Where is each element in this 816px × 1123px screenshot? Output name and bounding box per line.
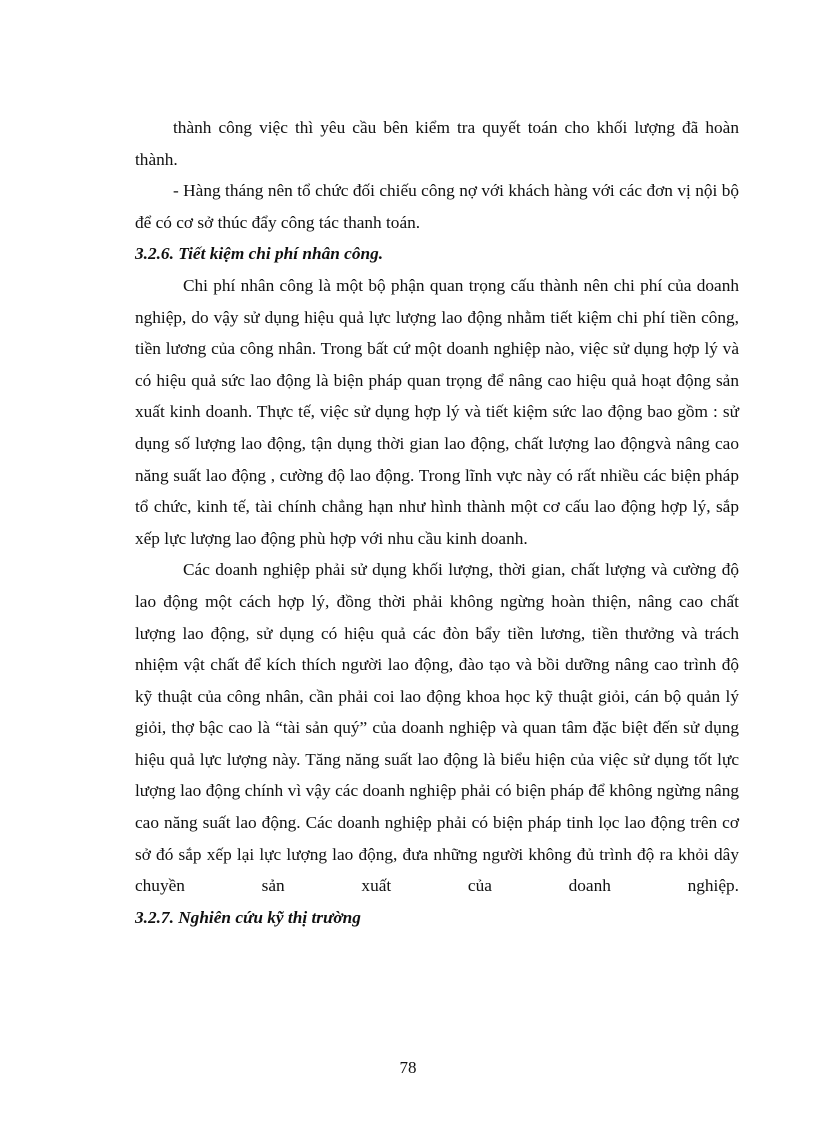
paragraph-labor-quality: Các doanh nghiệp phải sử dụng khối lượng, thời gian, chất lượng và cường độ lao động một cách hợp lý, đồng thời phải không ngừng hoàn thiện, nâng cao chất lượng lao động, sử dụng có hiệu quả các đòn bẩy tiền lương, tiền thưởng và trách nhiệm vật chất để kích thích người lao động, đào tạo và bồi dưỡng nâng cao trình độ kỹ thuật của công nhân, cần phải coi lao động khoa học kỹ thuật giỏi, cán bộ quản lý giỏi, thợ bậc cao là “tài sản quý” của doanh nghiệp và quan tâm đặc biệt đến sử dụng hiệu quả lực lượng này. Tăng năng suất lao động là biểu hiện của việc sử dụng tốt lực lượng lao động chính vì vậy các doanh nghiệp phải có biện pháp để không ngừng nâng cao năng suất lao động. Các doanh nghiệp phải có biện pháp tinh lọc lao động trên cơ sở đó sắp xếp lại lực lượng lao động, đưa những người không đủ trình độ ra khỏi dây chuyền sản xuất của doanh nghiệp. (135, 560, 739, 896)
section-heading-3-2-6: 3.2.6. Tiết kiệm chi phí nhân công. (135, 244, 384, 264)
section-heading-3-2-7: 3.2.7. Nghiên cứu kỹ thị trường (135, 907, 361, 927)
document-page (135, 112, 739, 933)
page-number: 78 (399, 1058, 417, 1077)
paragraph-debt-reconciliation: - Hàng tháng nên tổ chức đối chiếu công nợ với khách hàng với các đơn vị nội bộ để có cơ sở thúc đẩy công tác thanh toán. (135, 181, 739, 232)
paragraph-continuation: thành công việc thì yêu cầu bên kiểm tra quyết toán cho khối lượng đã hoàn thành. (135, 118, 739, 169)
paragraph-labor-cost: Chi phí nhân công là một bộ phận quan trọng cấu thành nên chi phí của doanh nghiệp, do vậy sử dụng hiệu quả lực lượng lao động nhằm tiết kiệm chi phí tiền công, tiền lương của công nhân. Trong bất cứ một doanh nghiệp nào, việc sử dụng hợp lý và có hiệu quả sức lao động là biện pháp quan trọng để nâng cao hiệu quả hoạt động sản xuất kinh doanh. Thực tế, việc sử dụng hợp lý và tiết kiệm sức lao động bao gồm : sử dụng số lượng lao động, tận dụng thời gian lao động, chất lượng lao độngvà nâng cao năng suất lao động , cường độ lao động. Trong lĩnh vực này có rất nhiều các biện pháp tổ chức, kinh tế, tài chính chẳng hạn như hình thành một cơ cấu lao động hợp lý, sắp xếp lực lượng lao động phù hợp với nhu cầu kinh doanh. (135, 275, 739, 548)
